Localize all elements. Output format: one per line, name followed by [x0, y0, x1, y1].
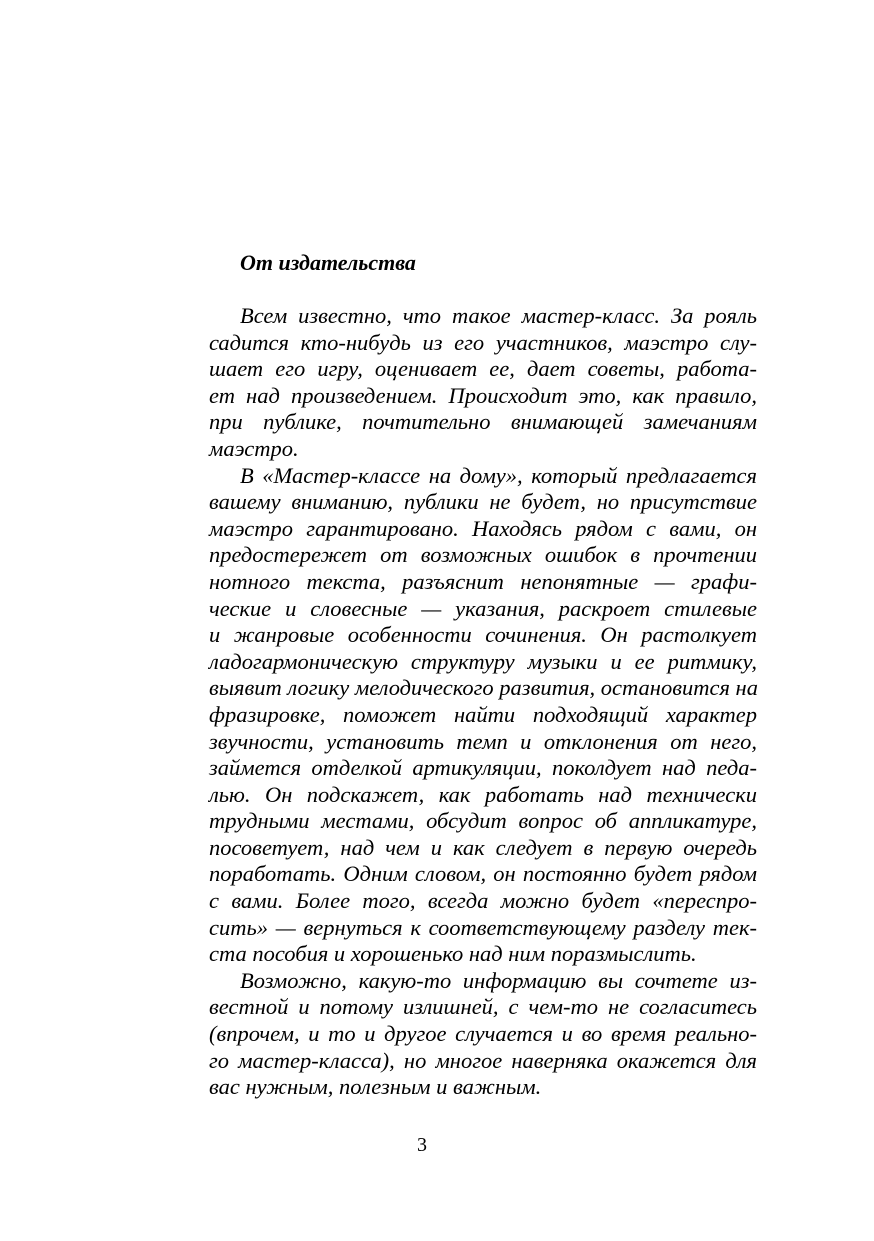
- text-line: (впрочем, и то и другое случается и во время реально-: [209, 1021, 757, 1047]
- text-line: фразировке, поможет найти подходящий характер: [209, 701, 757, 727]
- text-line: сить» — вернуться к соответствующему разделу тек-: [209, 914, 757, 940]
- text-line: шает его игру, оценивает ее, дает советы, работа-: [209, 356, 757, 382]
- text-line: лью. Он подскажет, как работать над технически: [209, 781, 757, 807]
- text-line: посоветует, над чем и как следует в первую очередь: [209, 834, 757, 860]
- text-line: поработать. Одним словом, он постоянно будет рядом: [209, 861, 757, 887]
- body-text: [209, 303, 757, 1101]
- section-heading: От издательства: [240, 250, 416, 275]
- text-line: В «Мастер-классе на дому», который предлагается: [240, 462, 757, 488]
- text-line: вестной и потому излишней, с чем-то не согласитесь: [209, 994, 757, 1020]
- text-line: маэстро.: [209, 435, 299, 461]
- text-line: маэстро гарантировано. Находясь рядом с вами, он: [209, 515, 757, 541]
- text-line: садится кто-нибудь из его участников, маэстро слу-: [209, 329, 757, 355]
- text-line: займется отделкой артикуляции, поколдует над педа-: [209, 755, 757, 781]
- text-line: предостережет от возможных ошибок в прочтении: [209, 542, 757, 568]
- text-line: ческие и словесные — указания, раскроет стилевые: [209, 595, 757, 621]
- text-line: трудными местами, обсудит вопрос об аппликатуре,: [209, 808, 757, 834]
- text-line: вас нужным, полезным и важным.: [209, 1074, 542, 1100]
- text-line: и жанровые особенности сочинения. Он растолкует: [209, 622, 757, 648]
- text-line: при публике, почтительно внимающей замечаниям: [209, 409, 757, 435]
- text-line: с вами. Более того, всегда можно будет «переспро-: [209, 888, 757, 914]
- text-line: Возможно, какую-то информацию вы сочтете из-: [240, 967, 757, 993]
- text-line: ет над произведением. Происходит это, как правило,: [209, 382, 757, 408]
- page-number: 3: [417, 1134, 427, 1156]
- text-line: Всем известно, что такое мастер-класс. За рояль: [240, 303, 757, 328]
- text-line: ладогармоническую структуру музыки и ее ритмику,: [209, 648, 757, 674]
- text-line: вашему вниманию, публики не будет, но присутствие: [209, 489, 757, 515]
- text-line: нотного текста, разъяснит непонятные — графи-: [209, 568, 757, 594]
- text-line: выявит логику мелодического развития, остановится на: [209, 675, 758, 701]
- paragraph-1: [209, 303, 757, 463]
- paragraph-2: [209, 463, 757, 968]
- paragraph-3: [209, 968, 757, 1101]
- text-line: звучности, установить темп и отклонения от него,: [209, 728, 757, 754]
- text-line: го мастер-класса), но многое наверняка окажется для: [209, 1047, 757, 1073]
- text-line: ста пособия и хорошенько над ним поразмыслить.: [209, 941, 697, 967]
